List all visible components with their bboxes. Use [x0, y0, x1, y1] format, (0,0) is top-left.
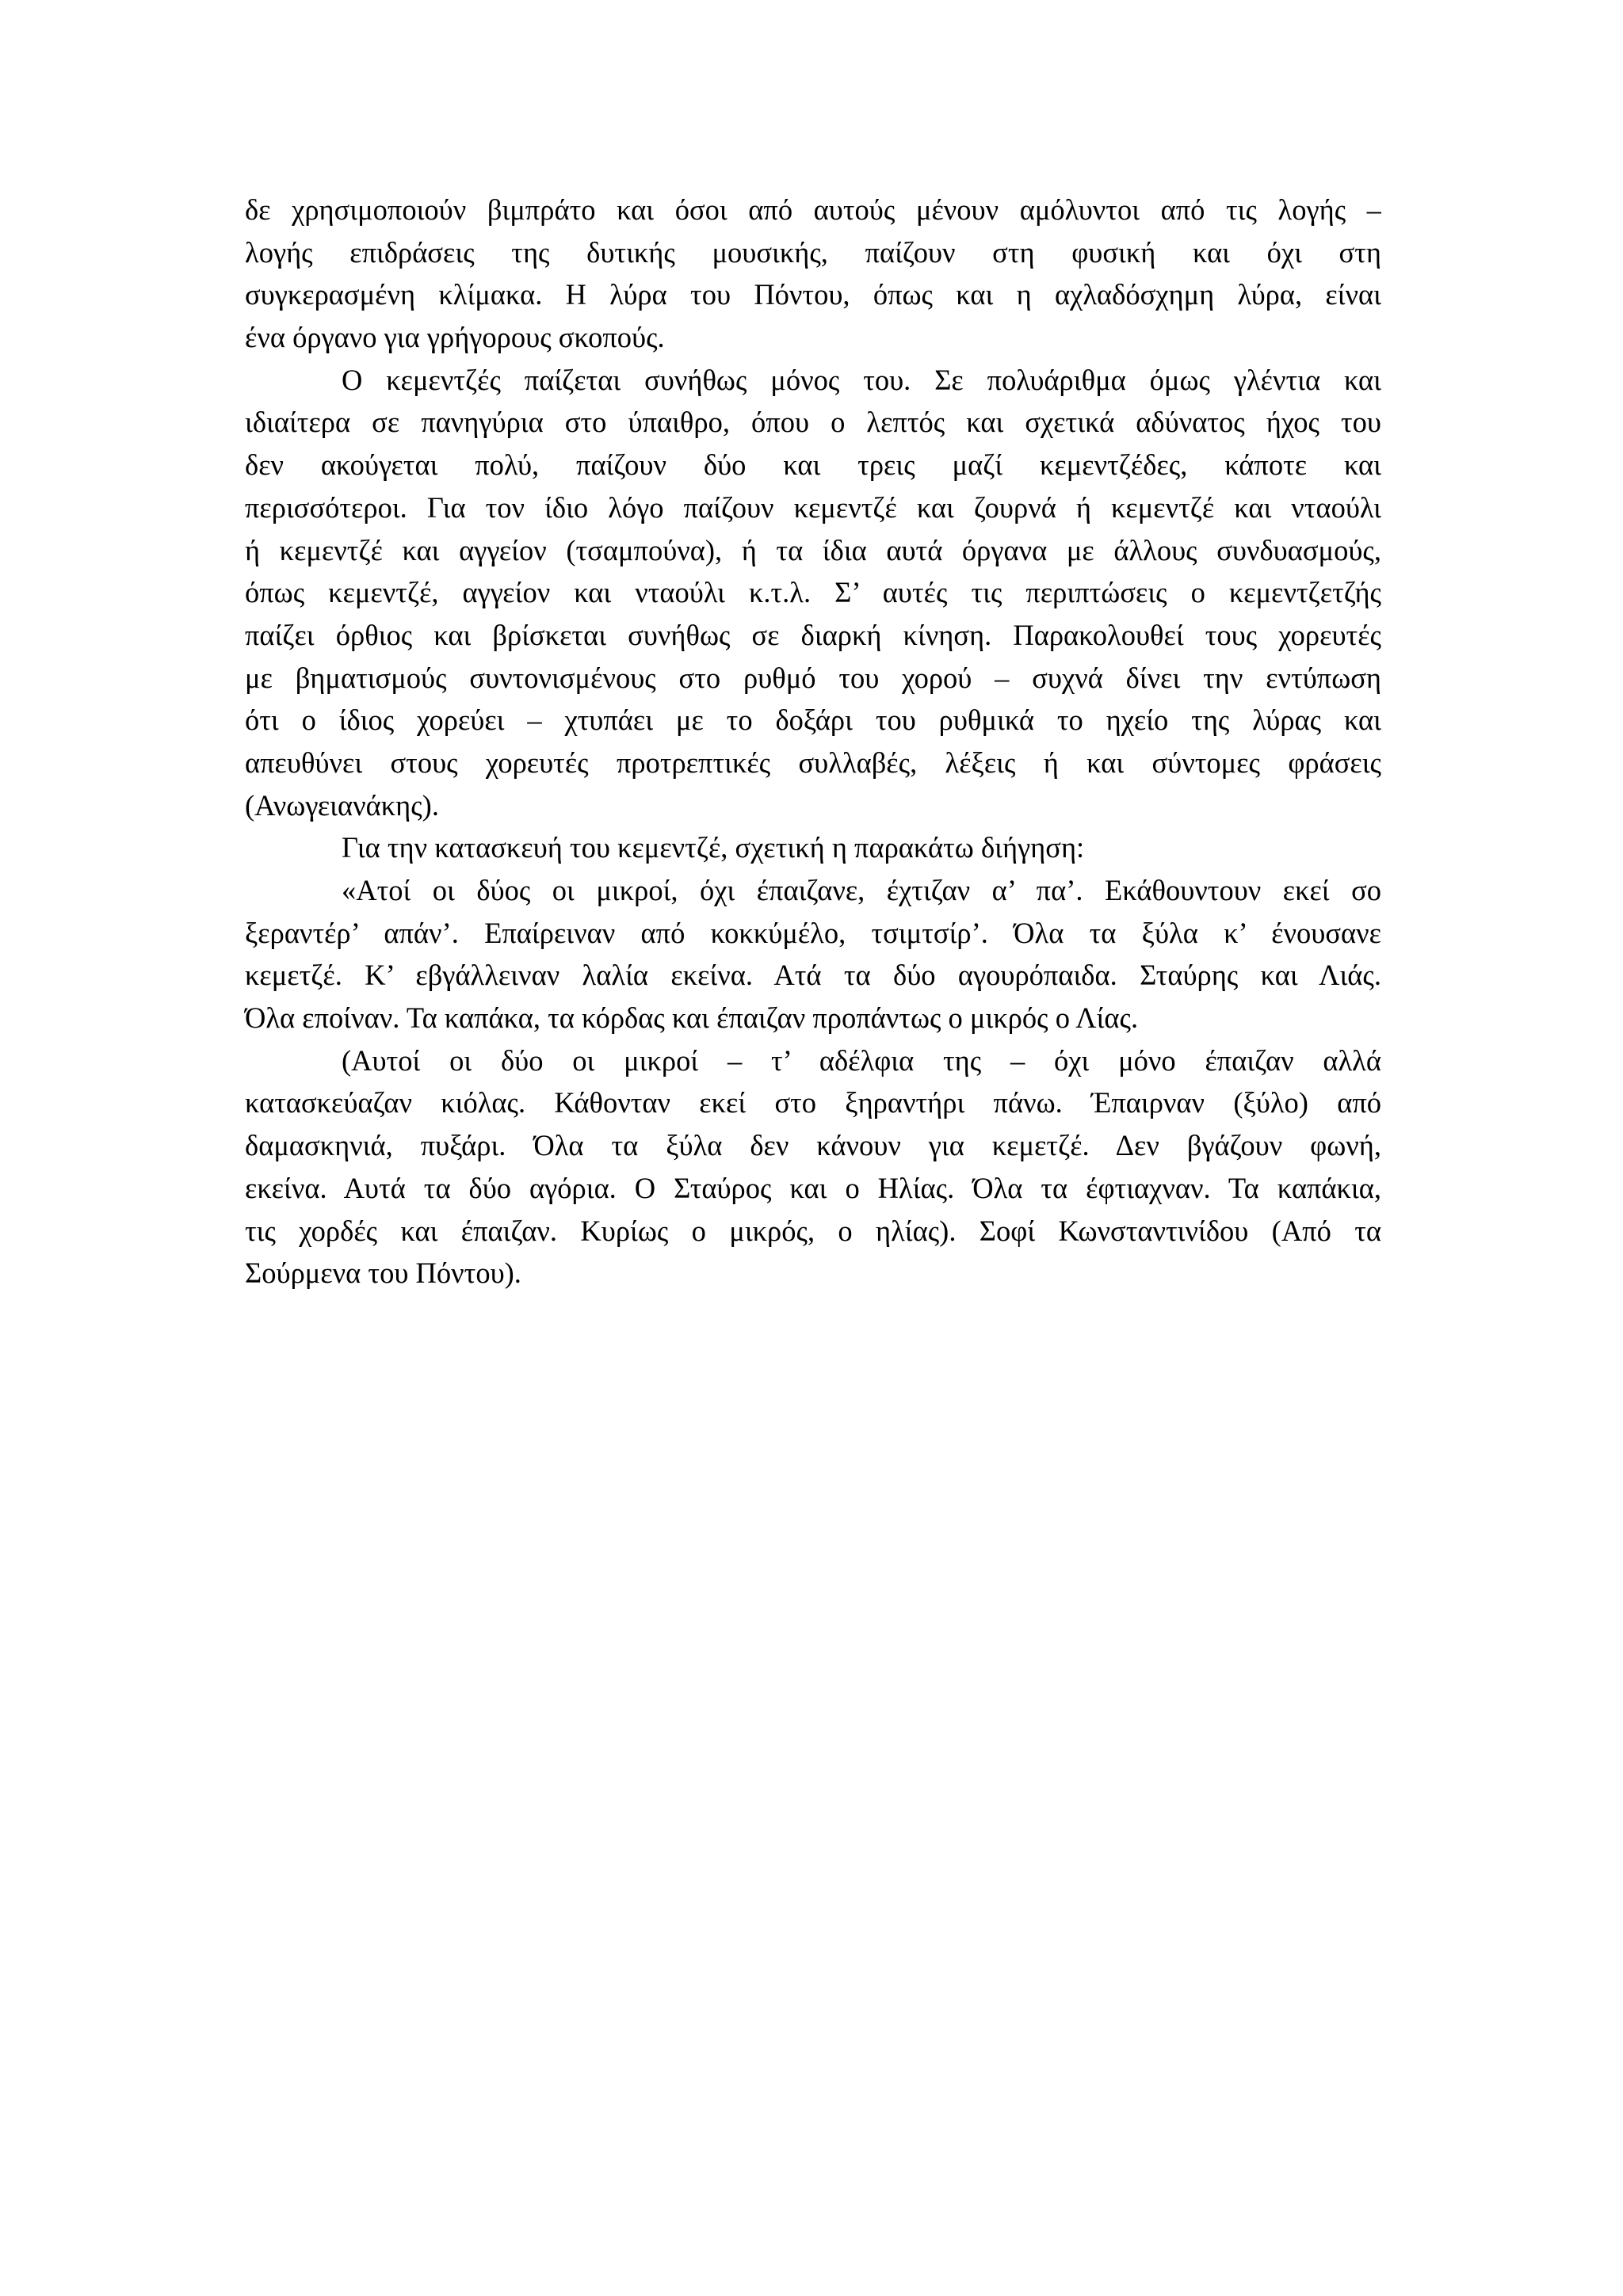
text-line: κατασκεύαζαν κιόλας. Κάθονταν εκεί στο ξηραντήρι πάνω. Έπαιρναν (ξύλο) από [245, 1086, 1381, 1119]
text-line: ένα όργανο για γρήγορους σκοπούς. [245, 321, 665, 354]
text-line: Ο κεμεντζές παίζεται συνήθως μόνος του. Σε πολυάριθμα όμως γλέντια και [342, 363, 1381, 396]
text-line: ή κεμεντζέ και αγγείον (τσαμπούνα), ή τα ίδια αυτά όργανα με άλλους συνδυασμούς, [245, 533, 1381, 566]
text-line: (Ανωγειανάκης). [245, 788, 439, 822]
text-line: απευθύνει στους χορευτές προτρεπτικές συλλαβές, λέξεις ή και σύντομες φράσεις [245, 746, 1381, 779]
text-line: Όλα εποίναν. Τα καπάκα, τα κόρδας και έπαιζαν προπάντως ο μικρός ο Λίας. [245, 1001, 1139, 1035]
body-text [245, 189, 1381, 1295]
text-line: δαμασκηνιά, πυξάρι. Όλα τα ξύλα δεν κάνουν για κεμετζέ. Δεν βγάζουν φωνή, [245, 1129, 1381, 1162]
text-line: (Αυτοί οι δύο οι μικροί – τ’ αδέλφια της – όχι μόνο έπαιζαν αλλά [342, 1043, 1381, 1077]
text-line: Για την κατασκευή του κεμεντζέ, σχετική η παρακάτω διήγηση: [342, 831, 1085, 864]
text-line: κεμετζέ. Κ’ εβγάλλειναν λαλία εκείνα. Ατά τα δύο αγουρόπαιδα. Σταύρης και Λιάς. [245, 959, 1381, 992]
text-line: συγκερασμένη κλίμακα. Η λύρα του Πόντου, όπως και η αχλαδόσχημη λύρα, είναι [245, 278, 1381, 311]
text-line: τις χορδές και έπαιζαν. Κυρίως ο μικρός, ο ηλίας). Σοφί Κωνσταντινίδου (Από τα [245, 1214, 1381, 1247]
text-line: δεν ακούγεται πολύ, παίζουν δύο και τρεις μαζί κεμεντζέδες, κάποτε και [245, 448, 1381, 482]
text-line: ξεραντέρ’ απάν’. Επαίρειναν από κοκκύμέλο, τσιμτσίρ’. Όλα τα ξύλα κ’ ένουσανε [245, 916, 1381, 949]
text-line: δε χρησιμοποιούν βιμπράτο και όσοι από αυτούς μένουν αμόλυντοι από τις λογής – [245, 193, 1381, 226]
text-line: περισσότεροι. Για τον ίδιο λόγο παίζουν κεμεντζέ και ζουρνά ή κεμεντζέ και νταούλι [245, 490, 1381, 524]
text-line: ότι ο ίδιος χορεύει – χτυπάει με το δοξάρι του ρυθμικά το ηχείο της λύρας και [245, 704, 1381, 737]
text-line: όπως κεμεντζέ, αγγείον και νταούλι κ.τ.λ. Σ’ αυτές τις περιπτώσεις ο κεμεντζετζής [245, 576, 1381, 609]
text-line: ιδιαίτερα σε πανηγύρια στο ύπαιθρο, όπου ο λεπτός και σχετικά αδύνατος ήχος του [245, 406, 1381, 439]
text-line: παίζει όρθιος και βρίσκεται συνήθως σε διαρκή κίνηση. Παρακολουθεί τους χορευτές [245, 618, 1381, 651]
text-line: με βηματισμούς συντονισμένους στο ρυθμό του χορού – συχνά δίνει την εντύπωση [245, 661, 1381, 694]
text-line: «Ατοί οι δύος οι μικροί, όχι έπαιζανε, έχτιζαν α’ πα’. Εκάθουντουν εκεί σο [342, 874, 1381, 906]
text-line: Σούρμενα του Πόντου). [245, 1257, 521, 1290]
text-line: λογής επιδράσεις της δυτικής μουσικής, παίζουν στη φυσική και όχι στη [245, 235, 1381, 269]
text-line: εκείνα. Αυτά τα δύο αγόρια. Ο Σταύρος και ο Ηλίας. Όλα τα έφτιαχναν. Τα καπάκια, [245, 1171, 1381, 1204]
